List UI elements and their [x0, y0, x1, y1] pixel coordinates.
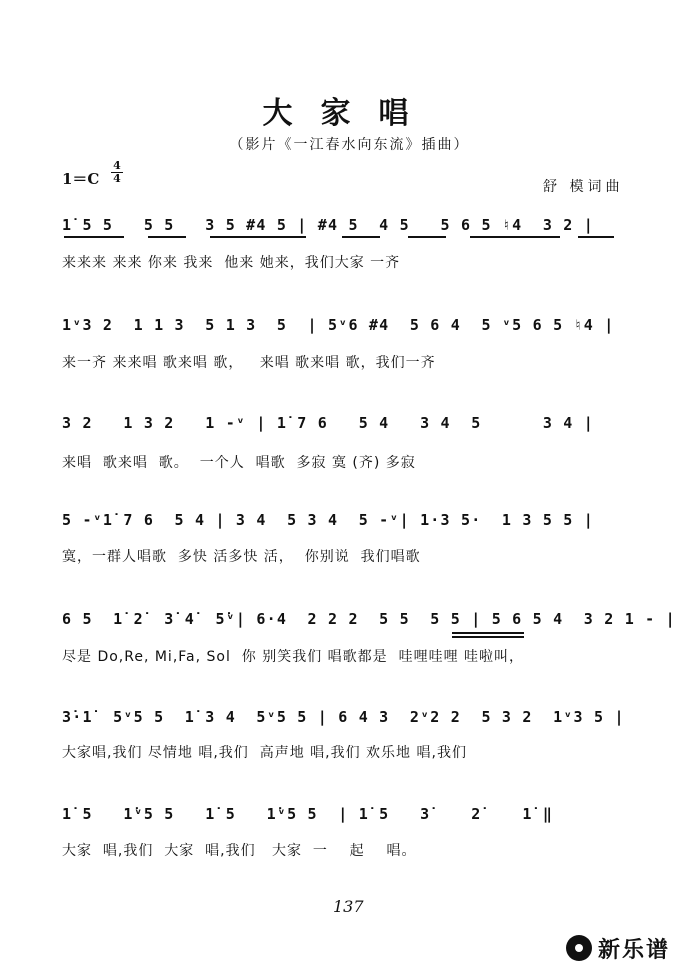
lyric-line-5: 尽是 Do,Re, Mi,Fa, Sol 你 别笑我们 唱歌都是 哇哩哇哩 哇啦叫， [62, 649, 525, 665]
song-subtitle: （影片《一江春水向东流》插曲） [229, 137, 470, 153]
beam-underline [342, 236, 380, 238]
notation-line-1: 1̇ 5 5 5 5 3 5 #4 5 | #4 5 4 5 5 6 5 ♮4 3 2 | [62, 216, 594, 234]
beam-underline [408, 236, 446, 238]
song-title: 大家唱 [262, 96, 437, 131]
notation-line-3: 3 2 1 3 2 1 -ᵛ | 1̇ 7 6 5 4 3 4 5 3 4 | [62, 414, 594, 432]
lyric-line-7: 大家 唱,我们 大家 唱,我们 大家 一 起 唱。 [62, 843, 417, 859]
lyric-line-6: 大家唱,我们 尽情地 唱,我们 高声地 唱,我们 欢乐地 唱,我们 [62, 745, 467, 761]
page-number: 137 [333, 897, 364, 916]
time-signature [111, 160, 123, 185]
notation-line-7: 1̇ 5 1̇ᵛ5 5 1̇ 5 1̇ᵛ5 5 | 1̇ 5 3̇ 2̇ 1̇ ‖ [62, 805, 554, 823]
beam-underline [148, 236, 186, 238]
notation-line-2: 1ᵛ3 2 1 1 3 5 1 3 5 | 5ᵛ6 #4 5 6 4 5 ᵛ5 6 5 ♮4 | [62, 316, 615, 334]
lyric-line-4: 寞，一群人唱歌 多快 活多快 活， 你别说 我们唱歌 [62, 549, 421, 565]
beam-underline [452, 636, 524, 638]
composer-credit: 舒 模词曲 [543, 179, 624, 195]
site-logo-text: 新乐谱 [598, 937, 671, 963]
site-logo [566, 930, 690, 966]
notation-line-5: 6 5 1̇ 2̇ 3̇ 4̇ 5̇ᵛ| 6·4 2 2 2 5 5 5 5 | 5 6 5 4 3 2 1 - | [62, 610, 676, 628]
time-signature-bottom: 4 [113, 172, 121, 185]
notation-line-6: 3̇·1̇ 5ᵛ5 5 1̇ 3 4 5ᵛ5 5 | 6 4 3 2ᵛ2 2 5 3 2 1ᵛ3 5 | [62, 708, 625, 726]
lyric-line-3: 来唱 歌来唱 歌。 一个人 唱歌 多寂 寞 (齐) 多寂 [62, 455, 416, 471]
beam-underline [210, 236, 306, 238]
lyric-line-2: 来一齐 来来唱 歌来唱 歌， 来唱 歌来唱 歌，我们一齐 [62, 355, 436, 371]
key-signature: 1＝C [62, 170, 100, 188]
beam-underline [452, 632, 524, 634]
time-signature-top: 4 [111, 160, 123, 173]
vinyl-record-icon [566, 935, 592, 961]
lyric-line-1: 来来来 来来 你来 我来 他来 她来，我们大家 一齐 [62, 255, 401, 271]
beam-underline [64, 236, 124, 238]
notation-line-4: 5 -ᵛ1̇ 7 6 5 4 | 3 4 5 3 4 5 -ᵛ| 1·3 5· 1 3 5 5 | [62, 511, 594, 529]
beam-underline [578, 236, 614, 238]
beam-underline [470, 236, 560, 238]
